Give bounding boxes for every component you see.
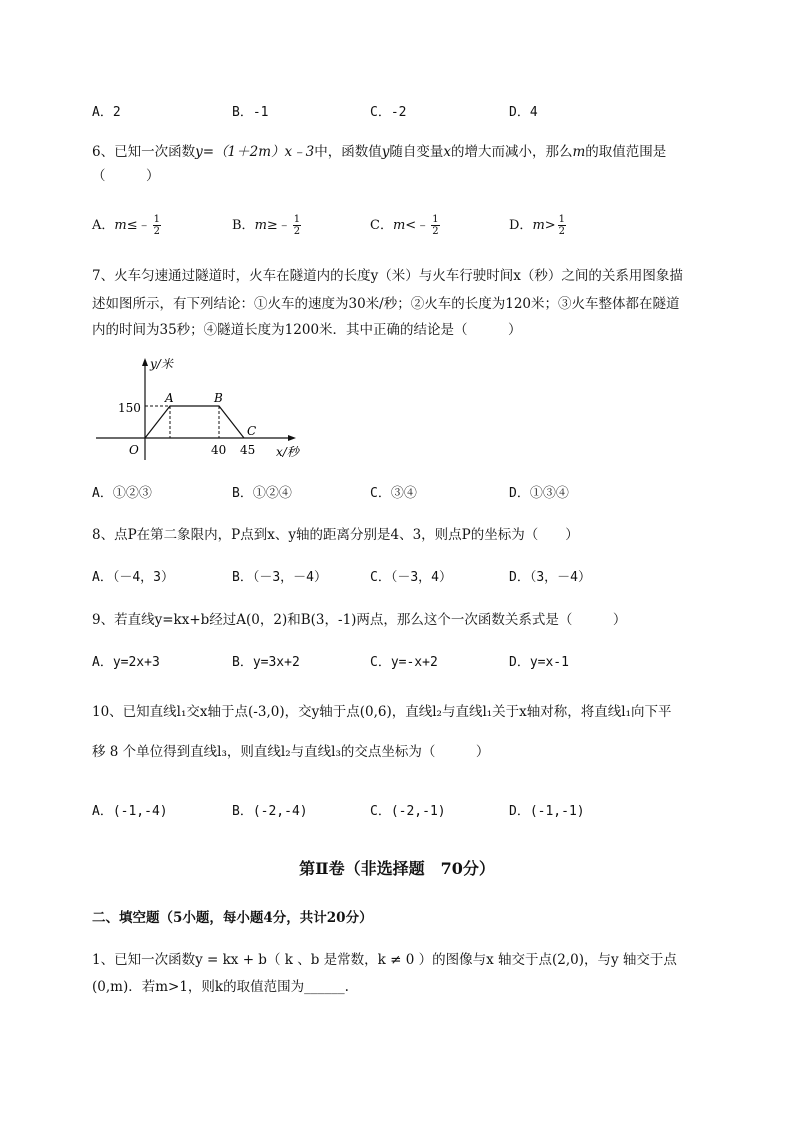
graph-point-a: A: [165, 391, 174, 405]
q6-text-mid: 中，函数值: [314, 144, 382, 160]
q8-option-a: A．（－4，3）: [92, 570, 174, 585]
q9-option-d: D．y=x-1: [509, 655, 569, 670]
q6-option-c-label: C．: [370, 218, 393, 233]
q7-option-a: A．①②③: [92, 486, 152, 501]
graph-point-b: B: [214, 391, 223, 405]
q5-option-b: B．-1: [232, 105, 269, 120]
q5-option-c: C．-2: [370, 105, 407, 120]
q6-option-c: [370, 214, 440, 237]
q6-option-a-label: A．: [92, 218, 115, 233]
graph-x-label: x/秒: [276, 445, 299, 459]
q10-option-a: A．(-1,-4): [92, 804, 168, 819]
q6-option-d-rel: >: [544, 218, 556, 233]
q6-option-a-fraction: $\frac{1}{2}$: [153, 214, 160, 237]
q6-var-x: x: [443, 144, 451, 160]
q6-option-d-label: D．: [509, 218, 533, 233]
q8-option-b: B．（－3，－4）: [232, 570, 327, 585]
fill1-line-2: (0,m)．若m>1，则k的取值范围为______.: [92, 979, 349, 995]
x-axis-arrow-icon: [288, 435, 296, 441]
q6-answer-blank: （ ）: [92, 168, 160, 184]
y-axis-arrow-icon: [142, 358, 148, 366]
q6-text-suffix: 的增大而减小，那么: [450, 144, 573, 160]
q7-option-b: B．①②④: [232, 486, 292, 501]
q10-option-b: B．(-2,-4): [232, 804, 308, 819]
q8-stem: 8、点P在第二象限内，P点到x、y轴的距离分别是4、3，则点P的坐标为（ ）: [92, 527, 579, 543]
q10-line-2: 移 8 个单位得到直线l₃，则直线l₂与直线l₃的交点坐标为（ ）: [92, 744, 490, 760]
q6-var-m: m: [572, 144, 586, 160]
q6-option-c-fraction: $\frac{1}{2}$: [432, 214, 439, 237]
q7-line-3: 内的时间为35秒；④隧道长度为1200米．其中正确的结论是（ ）: [92, 322, 522, 338]
q6-option-b-label: B．: [232, 218, 255, 233]
q5-option-d: D．4: [509, 105, 538, 120]
q6-option-b-fraction: $\frac{1}{2}$: [293, 214, 301, 237]
graph-x-tick-40: 40: [211, 443, 227, 457]
q10-option-d: D．(-1,-1): [509, 804, 585, 819]
q7-graph: [92, 350, 322, 465]
fill1-line-1: 1、已知一次函数y = kx + b（ k 、b 是常数，k ≠ 0 ）的图像与x 轴交于点(2,0)，与y 轴交于点: [92, 952, 677, 968]
q6-option-b-var: m: [254, 218, 267, 233]
q9-option-c: C．y=-x+2: [370, 655, 438, 670]
q6-option-a: [92, 214, 161, 237]
graph-line: [145, 406, 244, 438]
q7-option-d: D．①③④: [509, 486, 569, 501]
q6-text-prefix: 6、已知一次函数: [92, 144, 196, 160]
q6-stem: [92, 139, 742, 165]
graph-y-tick-150: 150: [118, 401, 141, 415]
q8-option-d: D．（3，－4）: [509, 570, 591, 585]
q6-option-a-rel: ≤﹣: [126, 218, 151, 233]
graph-y-label: y/米: [150, 357, 173, 371]
q9-stem: 9、若直线y=kx+b经过A(0，2)和B(3，-1)两点，那么这个一次函数关系式是（ ）: [92, 612, 627, 628]
q6-var-y: y: [381, 144, 390, 160]
section-2-heading: 二、填空题（5小题，每小题4分，共计20分）: [92, 910, 373, 926]
section-2-title: 第Ⅱ卷（非选择题 70分）: [299, 859, 495, 878]
q6-text-end: 的取值范围是: [585, 144, 667, 160]
q9-option-a: A．y=2x+3: [92, 655, 160, 670]
q7-line-2: 述如图所示，有下列结论：①火车的速度为30米/秒；②火车的长度为120米；③火车整体都在隧道: [92, 296, 680, 312]
q6-option-b: [232, 214, 301, 237]
q6-option-c-var: m: [392, 218, 406, 233]
q9-option-b: B．y=3x+2: [232, 655, 300, 670]
q8-option-c: C．（－3，4）: [370, 570, 452, 585]
q6-option-d-var: m: [532, 218, 545, 233]
q6-text-mid2: 随自变量: [389, 144, 444, 160]
q6-option-d-fraction: $\frac{1}{2}$: [558, 214, 566, 237]
graph-origin: O: [129, 443, 139, 457]
q5-option-a: A．2: [92, 105, 121, 120]
q7-option-c: C．③④: [370, 486, 417, 501]
q6-option-a-var: m: [114, 218, 127, 233]
q6-formula: y=（1＋2m）x﹣3: [195, 144, 315, 160]
q7-line-1: 7、火车匀速通过隧道时，火车在隧道内的长度y（米）与火车行驶时间x（秒）之间的关系用图象描: [92, 268, 683, 284]
graph-x-tick-45: 45: [240, 443, 256, 457]
q6-option-c-rel: <﹣: [405, 218, 430, 233]
q6-option-b-rel: ≥﹣: [266, 218, 291, 233]
q10-option-c: C．(-2,-1): [370, 804, 446, 819]
graph-point-c: C: [247, 424, 257, 438]
q6-option-d: [509, 214, 566, 237]
q10-line-1: 10、已知直线l₁交x轴于点(-3,0)，交y轴于点(0,6)，直线l₂与直线l₁关于x轴对称，将直线l₁向下平: [92, 704, 672, 720]
